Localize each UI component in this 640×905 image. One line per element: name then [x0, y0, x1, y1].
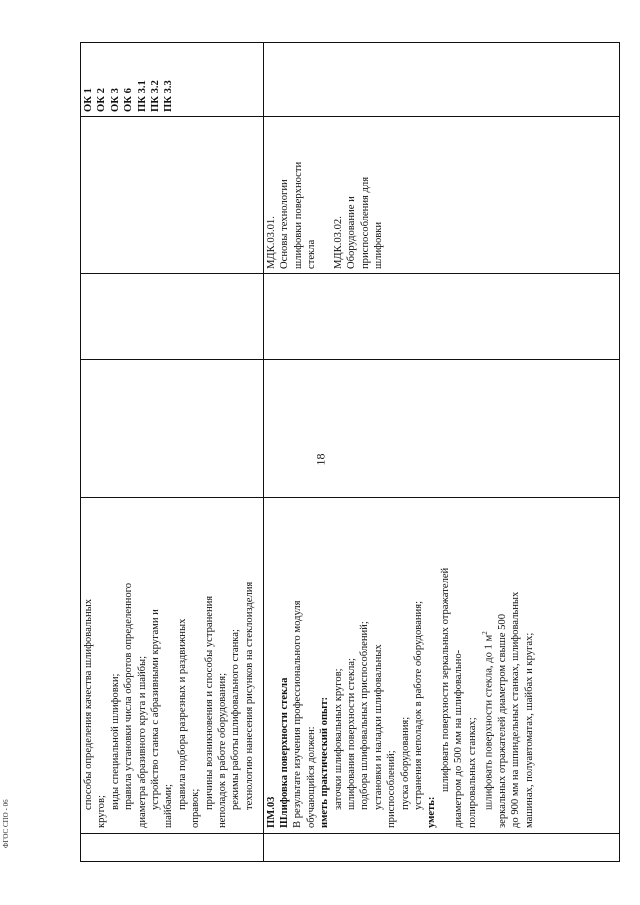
competency-code: ПК 3.3 [163, 80, 175, 112]
competency-code: ОК 6 [123, 88, 135, 112]
text-line: правила подбора разрезных и раздвижных [176, 618, 188, 810]
module-description [278, 500, 618, 832]
col-divider [80, 116, 620, 117]
competency-code: ОК 3 [109, 88, 121, 112]
competency-table [80, 42, 620, 862]
course-line: МДК.03.02. [333, 216, 345, 269]
text-line: зеркальных отражателей диаметром свыше 500 [497, 613, 509, 828]
text-line: кругов; [96, 795, 108, 828]
text-line: диаметром до 500 мм на шлифовально- [453, 649, 465, 828]
text-line: В результате изучения профессионального модуля [292, 600, 304, 828]
text-line: оправок; [190, 788, 202, 828]
text-line: устранения неполадок в работе оборудования; [413, 600, 425, 810]
text-line: устройство станка с абразивными кругами и [150, 609, 162, 810]
text-line: шайбами; [163, 784, 175, 828]
course-line: Оборудование и [346, 196, 358, 269]
text-line: виды специальной шлифовки; [109, 673, 121, 810]
text-line: способы определения качества шлифовальных [83, 598, 94, 810]
text-line: подбора шлифовальных приспособлений; [359, 621, 371, 810]
module-code: ПМ.03 [266, 796, 277, 828]
upper-description [82, 500, 262, 832]
text-line: шлифовать поверхности зеркальных отражателей [439, 567, 451, 792]
text-line: обучающийся должен: [305, 726, 317, 828]
competency-code: ОК 2 [96, 88, 108, 112]
text-line: приспособлений; [386, 750, 398, 828]
text-line: шлифовать поверхности стекла, до 1 $м^2$ [481, 631, 495, 810]
col-divider [80, 359, 620, 360]
text-line: шлифования поверхности стекла; [346, 658, 358, 810]
superscript: 2 [481, 631, 490, 635]
text-line: диаметра абразивного круга и шайбы; [136, 655, 148, 828]
text-line: заточки шлифовальных кругов; [332, 668, 344, 810]
course-line: приспособления для [359, 176, 371, 269]
course-line: шлифовки [373, 221, 385, 269]
page-number: 18 [313, 453, 328, 466]
competency-list [82, 44, 262, 114]
competency-code: ПК 3.1 [136, 80, 148, 112]
footer-mark: ФГОС СПО - 06 [2, 799, 10, 848]
text-line: полировальных станках; [466, 717, 478, 828]
text-line: уметь: [426, 796, 438, 828]
course-line [319, 120, 332, 269]
text-line: до 900 мм на шпиндельных станках, шлифовальных [510, 591, 522, 828]
text-line: причины возникновения и способы устранения [203, 595, 215, 810]
course-line: МДК.03.01. [266, 216, 277, 269]
text-line: пуска оборудования; [399, 716, 411, 810]
text-line: правила установки числа оборотов определенного [123, 583, 135, 810]
text-line: неполадок в работе оборудования; [217, 672, 229, 828]
course-line: шлифовки поверхности [292, 161, 304, 269]
course-line: Основы технологии [279, 179, 291, 269]
course-line: стекла [306, 239, 318, 269]
text-line: технологию нанесения рисунков на стеклоизделия [243, 581, 255, 810]
course-list [265, 118, 615, 272]
row-divider [263, 42, 264, 862]
col-divider [80, 833, 620, 834]
competency-code: ПК 3.2 [150, 80, 162, 112]
text-line: иметь практический опыт: [319, 696, 331, 828]
competency-code: ОК 1 [83, 88, 94, 112]
text-line: установки и наладки шлифовальных [372, 644, 384, 810]
col-divider [80, 497, 620, 498]
col-divider [80, 273, 620, 274]
text-line: режимы работы шлифовального станка; [230, 629, 242, 810]
module-title: Шлифовка поверхности стекла [279, 677, 290, 828]
text-line: машинах, полуавтоматах, шайбах и кругах; [523, 632, 535, 828]
